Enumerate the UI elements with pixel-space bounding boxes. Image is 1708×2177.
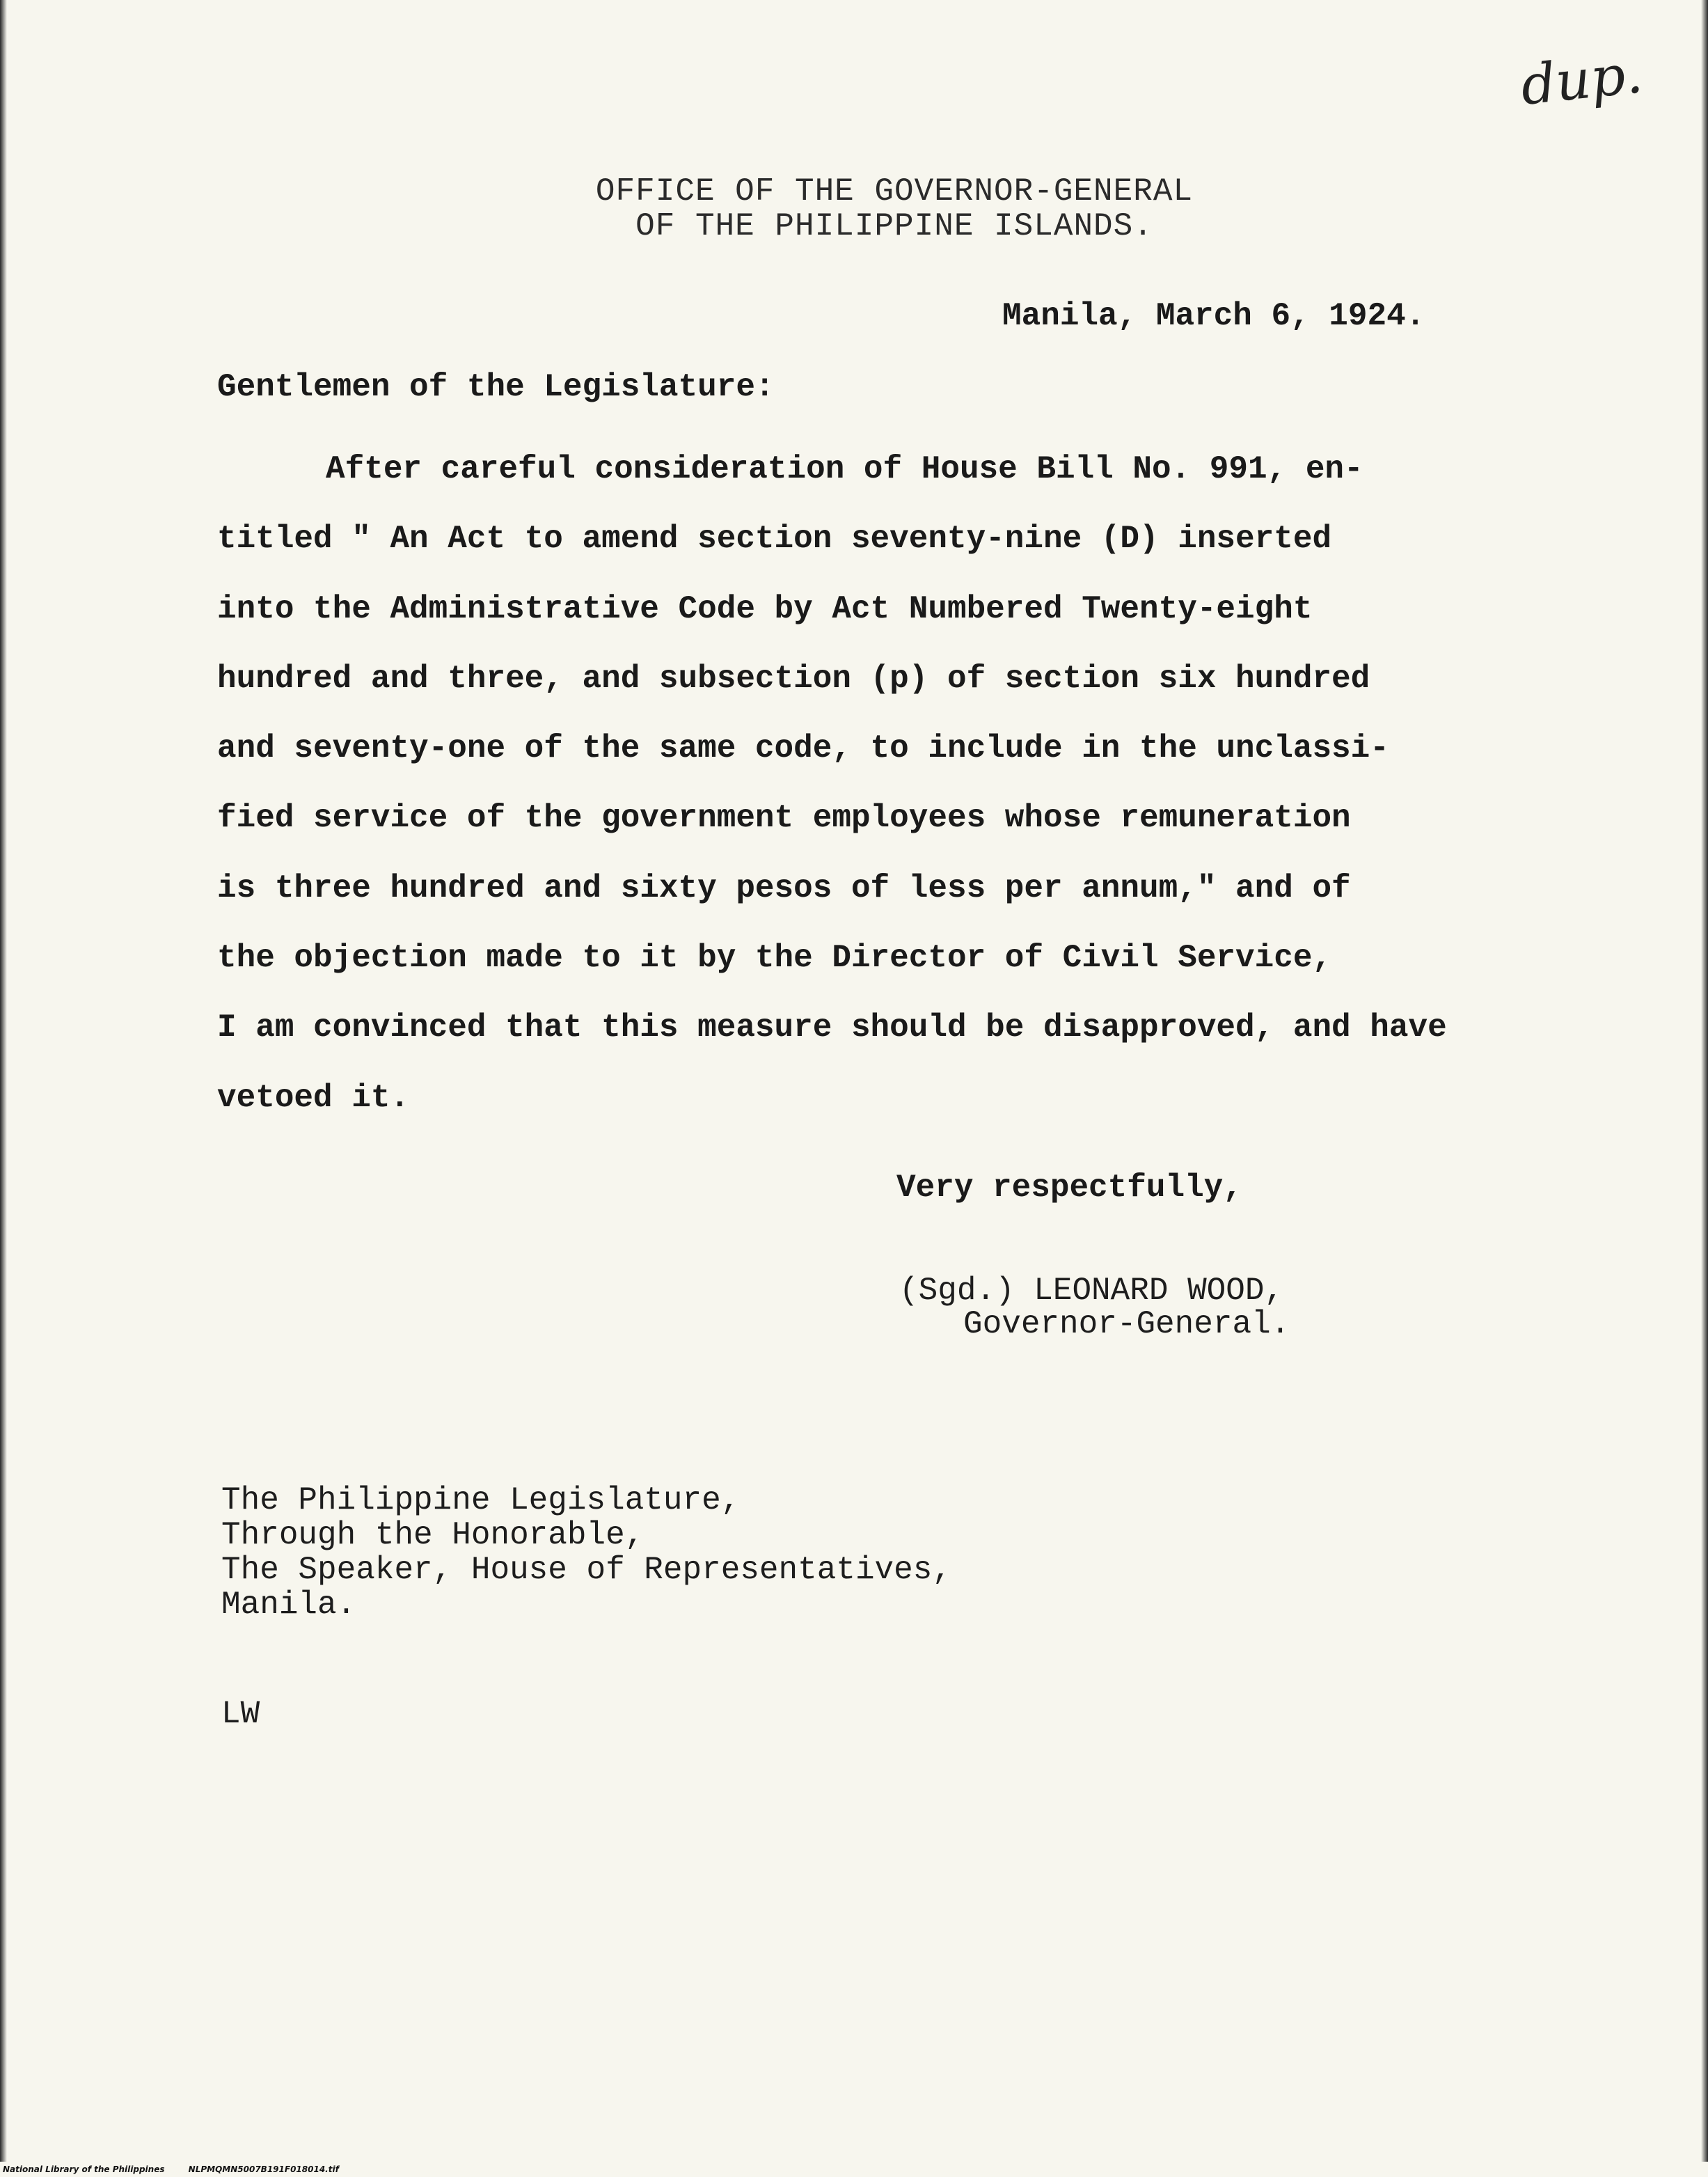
letter-body [217,434,1447,1133]
signatory-name: (Sgd.) LEONARD WOOD, [899,1273,1284,1309]
recipient-address [221,1483,951,1622]
scan-footer [0,2162,1708,2177]
signature-block [899,1274,1290,1341]
closing: Very respectfully, [896,1170,1242,1206]
body-line: fied service of the government employees whose remuneration [217,800,1351,837]
recipient-line: Manila. [221,1587,356,1623]
recipient-line: The Philippine Legislature, [221,1482,741,1518]
handwritten-annotation: dup. [1517,42,1646,118]
recipient-line: The Speaker, House of Representatives, [221,1552,951,1588]
body-line: I am convinced that this measure should be disapproved, and have [217,1009,1447,1046]
footer-library: National Library of the Philippines [3,2164,165,2174]
body-line: hundred and three, and subsection (p) of section six hundred [217,660,1370,697]
footer-filename: NLPMQMN5007B191F018014.tif [188,2164,339,2174]
body-line: titled " An Act to amend section seventy-nine (D) inserted [217,521,1332,558]
letterhead-line-1: OFFICE OF THE GOVERNOR-GENERAL [595,173,1194,210]
body-line: into the Administrative Code by Act Numbered Twenty-eight [217,590,1313,627]
signatory-title: Governor-General. [963,1306,1290,1342]
body-line: and seventy-one of the same code, to include in the unclassi- [217,730,1389,767]
page-edge-right [1701,0,1708,2177]
recipient-line: Through the Honorable, [221,1517,645,1553]
body-line: is three hundred and sixty pesos of less per annum," and of [217,870,1351,906]
salutation: Gentlemen of the Legislature: [217,369,775,405]
body-line: vetoed it. [217,1079,410,1116]
body-line: the objection made to it by the Director of Civil Service, [217,940,1332,977]
letter-date: Manila, March 6, 1924. [1002,298,1425,334]
typist-initials: LW [221,1696,260,1732]
letterhead [487,174,1302,244]
letterhead-line-2: OF THE PHILIPPINE ISLANDS. [635,208,1153,244]
body-line: After careful consideration of House Bill No. 991, en- [326,451,1363,487]
page-edge-left [0,0,7,2177]
